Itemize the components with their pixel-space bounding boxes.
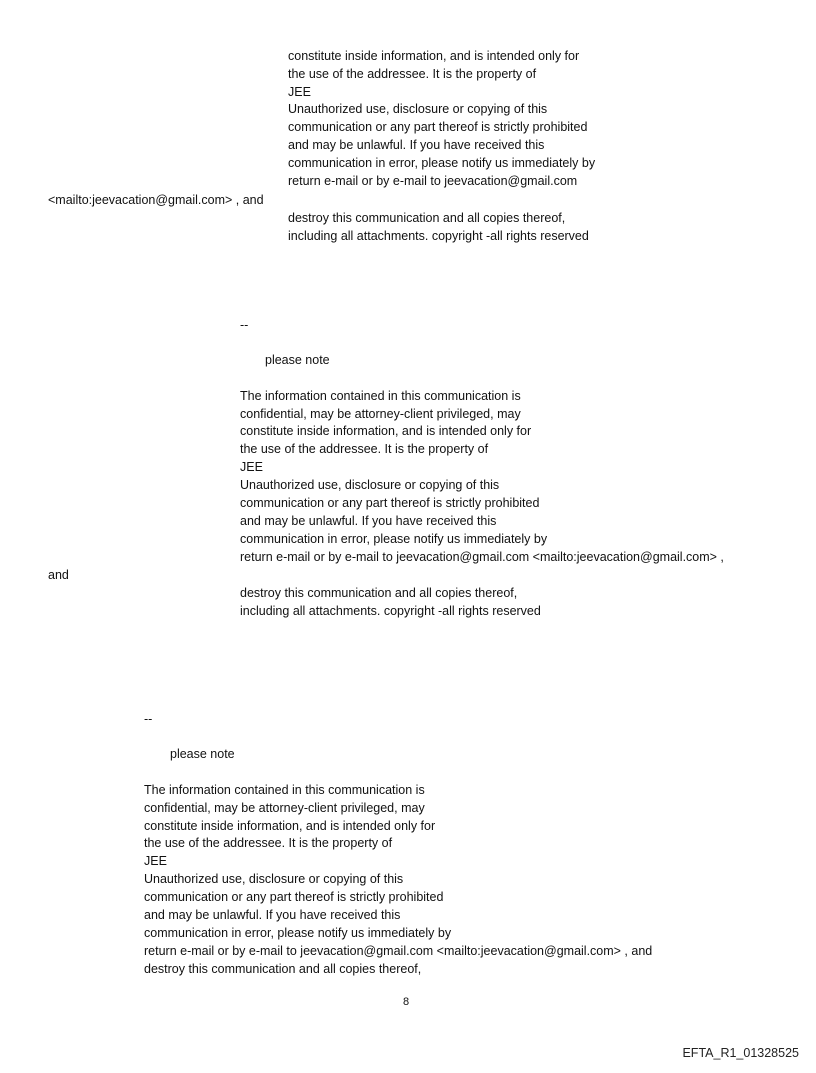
block3-line-6: Unauthorized use, disclosure or copying of this xyxy=(144,872,404,886)
block3-line-8: and may be unlawful. If you have received this xyxy=(144,908,401,922)
block1-wrap-line: <mailto:jeevacation@gmail.com> , and xyxy=(48,193,264,207)
block1-line-1: constitute inside information, and is intended only for xyxy=(288,49,580,63)
block2-line-5: JEE xyxy=(240,460,263,474)
block1-line-7: communication in error, please notify us immediately by xyxy=(288,156,596,170)
block2-line-8: and may be unlawful. If you have received this xyxy=(240,514,497,528)
block1-line-6: and may be unlawful. If you have received this xyxy=(288,138,545,152)
block3-separator: -- xyxy=(144,712,153,726)
page-number: 8 xyxy=(403,996,410,1008)
block3-line-9: communication in error, please notify us immediately by xyxy=(144,926,452,940)
block2-line-9: communication in error, please notify us immediately by xyxy=(240,532,548,546)
block2-line-4: the use of the addressee. It is the property of xyxy=(240,442,489,456)
block2-wrap-line: and xyxy=(48,568,69,582)
block3-line-2: confidential, may be attorney-client privileged, may xyxy=(144,801,425,815)
block3-line-4: the use of the addressee. It is the property of xyxy=(144,836,393,850)
block2-line-6: Unauthorized use, disclosure or copying of this xyxy=(240,478,500,492)
block1-tail-2: including all attachments. copyright -all rights reserved xyxy=(288,229,589,243)
block1-line-8: return e-mail or by e-mail to jeevacation@gmail.com xyxy=(288,174,578,188)
block3-line-7: communication or any part thereof is strictly prohibited xyxy=(144,890,444,904)
document-id: EFTA_R1_01328525 xyxy=(682,1046,799,1060)
block2-tail-2: including all attachments. copyright -all rights reserved xyxy=(240,604,541,618)
block1-line-5: communication or any part thereof is strictly prohibited xyxy=(288,120,588,134)
block2-separator: -- xyxy=(240,318,249,332)
block3-line-3: constitute inside information, and is intended only for xyxy=(144,819,436,833)
block3-heading: please note xyxy=(170,747,235,761)
block1-line-4: Unauthorized use, disclosure or copying of this xyxy=(288,102,548,116)
block3-line-1: The information contained in this communication is xyxy=(144,783,425,797)
block2-tail-1: destroy this communication and all copies thereof, xyxy=(240,586,518,600)
block3-line-11: destroy this communication and all copies thereof, xyxy=(144,962,422,976)
block2-line-7: communication or any part thereof is strictly prohibited xyxy=(240,496,540,510)
block1-line-2: the use of the addressee. It is the property of xyxy=(288,67,537,81)
block1-line-3: JEE xyxy=(288,85,311,99)
block2-line-3: constitute inside information, and is intended only for xyxy=(240,424,532,438)
block2-line-10: return e-mail or by e-mail to jeevacation@gmail.com <mailto:jeevacation@gmail.com> , xyxy=(240,550,724,564)
block2-line-2: confidential, may be attorney-client privileged, may xyxy=(240,407,521,421)
block2-heading: please note xyxy=(265,353,330,367)
block1-tail-1: destroy this communication and all copies thereof, xyxy=(288,211,566,225)
block3-line-10: return e-mail or by e-mail to jeevacation@gmail.com <mailto:jeevacation@gmail.com> , and xyxy=(144,944,653,958)
block2-line-1: The information contained in this communication is xyxy=(240,389,521,403)
block3-line-5: JEE xyxy=(144,854,167,868)
